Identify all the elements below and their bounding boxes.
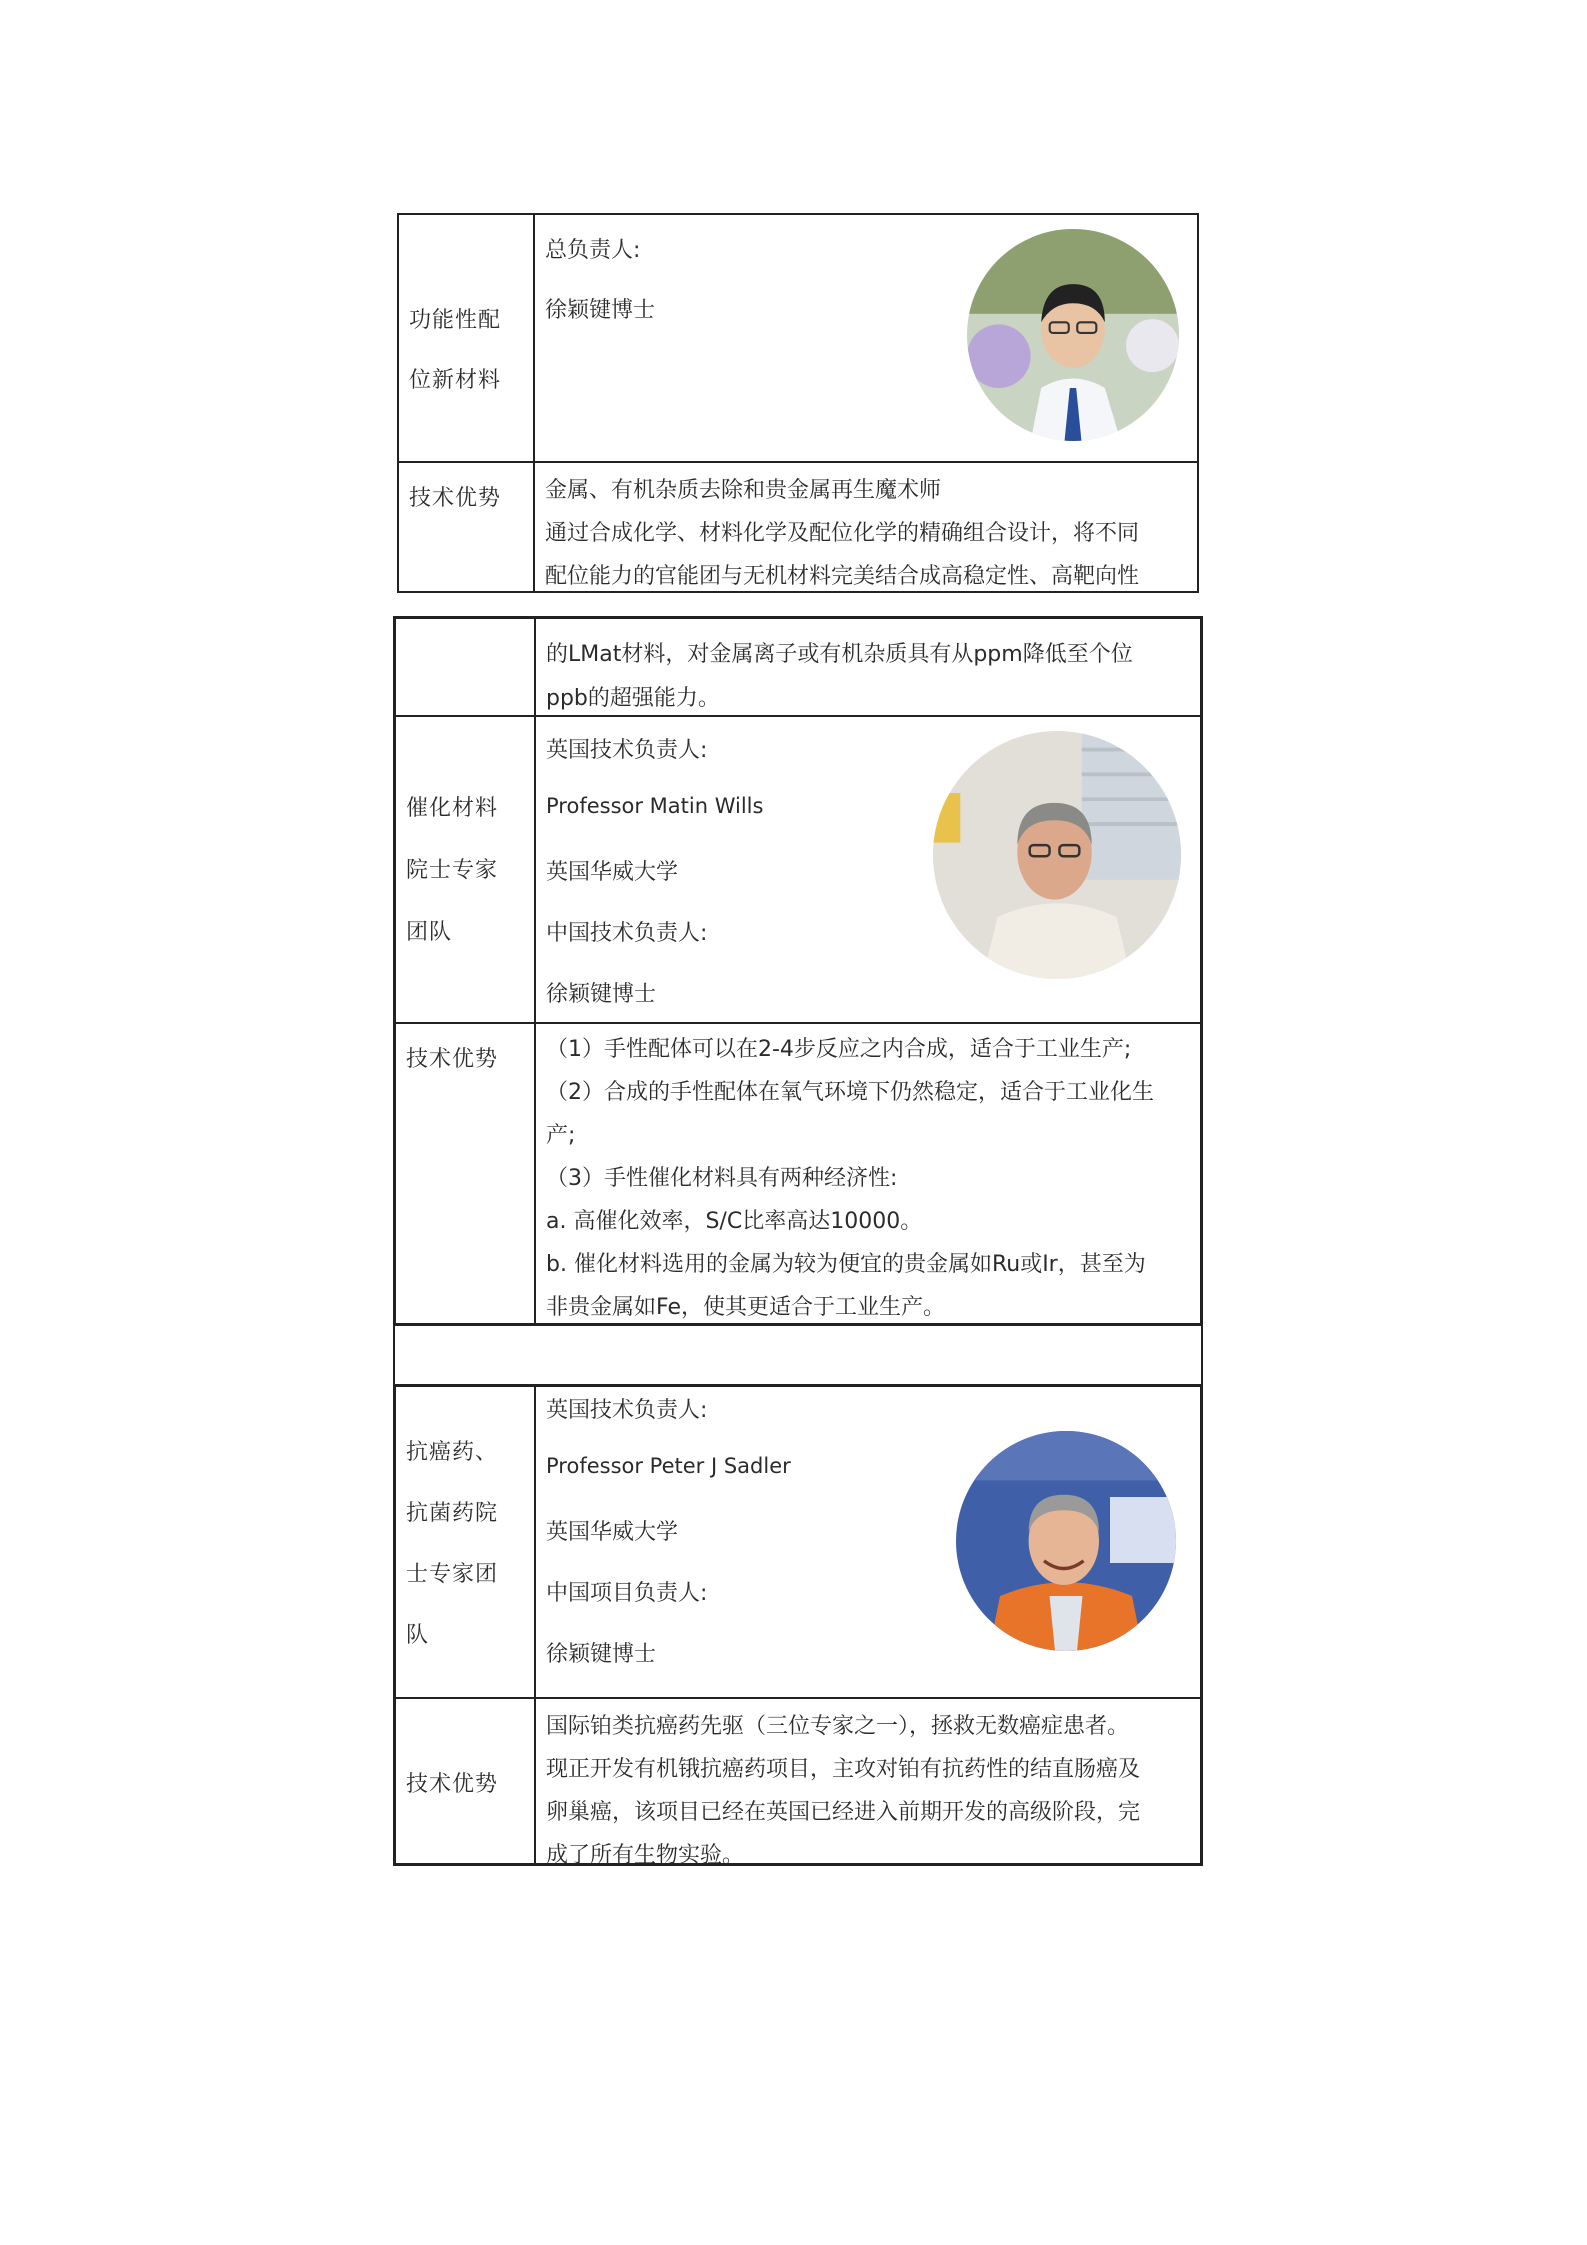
category-label-line: 团队 (406, 920, 453, 945)
content-cell (535, 463, 1197, 591)
content-cell (536, 619, 1200, 715)
table-row (396, 619, 1200, 715)
table-catalysis-team (393, 616, 1203, 1326)
advantage-text-line: b. 催化材料选用的金属为较为便宜的贵金属如Ru或Ir，甚至为 (546, 1252, 1146, 1277)
category-label-line: 院士专家 (406, 858, 499, 883)
table-row (396, 1697, 1200, 1868)
content-cell (536, 1387, 1200, 1697)
continued-text-line: 的LMat材料，对金属离子或有机杂质具有从ppm降低至个位 (546, 642, 1133, 667)
table-row (396, 1022, 1200, 1323)
advantage-text-line: 卵巢癌，该项目已经在英国已经进入前期开发的高级阶段，完 (546, 1800, 1141, 1825)
table-row (399, 215, 1197, 461)
category-cell (396, 1024, 536, 1323)
advantage-text-line: （3）手性催化材料具有两种经济性: (546, 1166, 898, 1191)
advantage-text-line: 配位能力的官能团与无机材料完美结合成高稳定性、高靶向性 (545, 564, 1140, 589)
content-cell (536, 1024, 1200, 1323)
advantage-text-line: 金属、有机杂质去除和贵金属再生魔术师 (545, 478, 942, 503)
responsible-person-name: 徐颖键博士 (545, 298, 656, 323)
category-label-line: 抗菌药院 (406, 1501, 499, 1526)
advantage-text-line: （1）手性配体可以在2-4步反应之内合成，适合于工业生产; (546, 1037, 1132, 1062)
table-row (396, 715, 1200, 1022)
category-label-line: 队 (406, 1623, 430, 1648)
category-cell (399, 463, 535, 591)
tech-advantage-label: 技术优势 (406, 1047, 499, 1072)
category-label-line: 士专家团 (406, 1562, 499, 1587)
category-label-line: 位新材料 (409, 368, 502, 393)
china-lead-name: 徐颖键博士 (546, 1642, 657, 1667)
portrait-photo-icon (956, 1431, 1176, 1651)
content-cell (535, 215, 1197, 461)
advantage-text-line: 现正开发有机锇抗癌药项目，主攻对铂有抗药性的结直肠癌及 (546, 1757, 1141, 1782)
china-lead-label: 中国技术负责人: (546, 921, 708, 946)
category-label-line: 功能性配 (409, 308, 502, 333)
advantage-text-line: a. 高催化效率，S/C比率高达10000。 (546, 1209, 923, 1234)
category-cell (399, 215, 535, 461)
advantage-text-line: （2）合成的手性配体在氧气环境下仍然稳定，适合于工业化生 (546, 1080, 1154, 1105)
content-cell (536, 717, 1200, 1022)
empty-spacer-box (393, 1324, 1203, 1386)
content-cell (536, 1699, 1200, 1868)
advantage-text-line: 成了所有生物实验。 (546, 1843, 745, 1868)
category-cell (396, 1699, 536, 1863)
continued-text-line: ppb的超强能力。 (546, 686, 720, 711)
tech-advantage-label: 技术优势 (406, 1772, 499, 1797)
table-anticancer-team (393, 1384, 1203, 1866)
university-name: 英国华威大学 (546, 1520, 679, 1545)
category-cell (396, 717, 536, 1022)
responsible-person-label: 总负责人: (545, 238, 641, 263)
uk-lead-label: 英国技术负责人: (546, 738, 708, 763)
advantage-text-line: 产; (546, 1123, 576, 1148)
advantage-text-line: 通过合成化学、材料化学及配位化学的精确组合设计，将不同 (545, 521, 1140, 546)
advantage-text-line: 国际铂类抗癌药先驱（三位专家之一），拯救无数癌症患者。 (546, 1714, 1130, 1739)
table-functional-materials (397, 213, 1199, 593)
uk-lead-name: Professor Matin Wills (546, 794, 764, 818)
uk-lead-label: 英国技术负责人: (546, 1398, 708, 1423)
category-cell (396, 619, 536, 715)
table-row (399, 461, 1197, 591)
advantage-text-line: 非贵金属如Fe，使其更适合于工业生产。 (546, 1295, 945, 1320)
portrait-photo-icon (967, 229, 1179, 441)
university-name: 英国华威大学 (546, 860, 679, 885)
portrait-photo-icon (933, 731, 1181, 979)
category-label-line: 抗癌药、 (406, 1440, 499, 1465)
category-cell (396, 1387, 536, 1697)
china-lead-label: 中国项目负责人: (546, 1581, 708, 1606)
uk-lead-name: Professor Peter J Sadler (546, 1454, 791, 1478)
tech-advantage-label: 技术优势 (409, 486, 502, 511)
table-row (396, 1387, 1200, 1697)
category-label-line: 催化材料 (406, 796, 499, 821)
china-lead-name: 徐颖键博士 (546, 982, 657, 1007)
